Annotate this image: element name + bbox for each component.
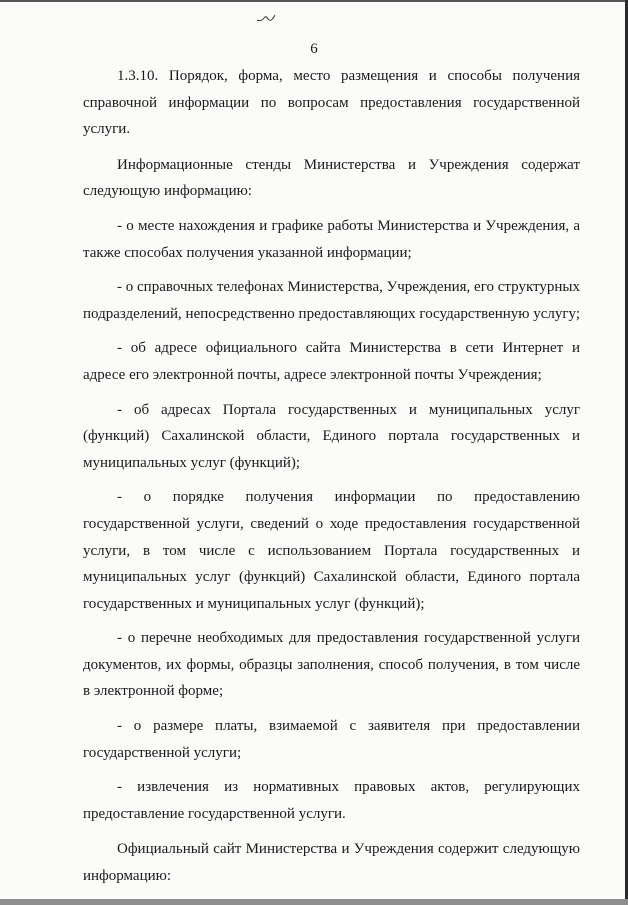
paragraph-section-heading: 1.3.10. Порядок, форма, место размещения и способы получения справочной информации по вопросам предоставления государственной услуги. <box>83 68 580 138</box>
scan-top-edge <box>0 0 628 2</box>
paragraph-stands-intro: Информационные стенды Министерства и Учреждения содержат следующую информацию: <box>83 156 580 200</box>
document-body <box>83 63 580 890</box>
list-item-extracts: - извлечения из нормативных правовых актов, регулирующих предоставление государственной услуги. <box>83 779 580 822</box>
list-item-portals: - об адресах Портала государственных и муниципальных услуг (функций) Сахалинской области, Единого портала государственных и муниципальных услуг (функций); <box>83 401 580 471</box>
list-item-location: - о месте нахождения и графике работы Министерства и Учреждения, а также способах получения указанной информации; <box>83 217 580 261</box>
list-item-documents: - о перечне необходимых для предоставления государственной услуги документов, их формы, образцы заполнения, способ получения, в том числе в электронной форме; <box>83 630 580 700</box>
handwritten-mark <box>255 12 277 24</box>
paragraph-site-intro: Официальный сайт Министерства и Учреждения содержит следующую информацию: <box>83 841 580 885</box>
list-item-phones: - о справочных телефонах Министерства, Учреждения, его структурных подразделений, непосредственно предоставляющих государственную услугу; <box>83 279 581 322</box>
scan-bottom-edge <box>0 899 628 905</box>
page-number: 6 <box>310 41 318 57</box>
list-item-procedure: - о порядке получения информации по предоставлению государственной услуги, сведений о ходе предоставления государственной услуги, в том числе с использованием Портала государственных и муниципальных услуг (функций) Сахалинской области, Единого портала государственных и муниципальных услуг (функций); <box>83 489 580 612</box>
list-item-website: - об адресе официального сайта Министерства в сети Интернет и адресе его электронной почты, адресе электронной почты Учреждения; <box>83 340 580 383</box>
list-item-fee: - о размере платы, взимаемой с заявителя при предоставлении государственной услуги; <box>83 718 580 761</box>
